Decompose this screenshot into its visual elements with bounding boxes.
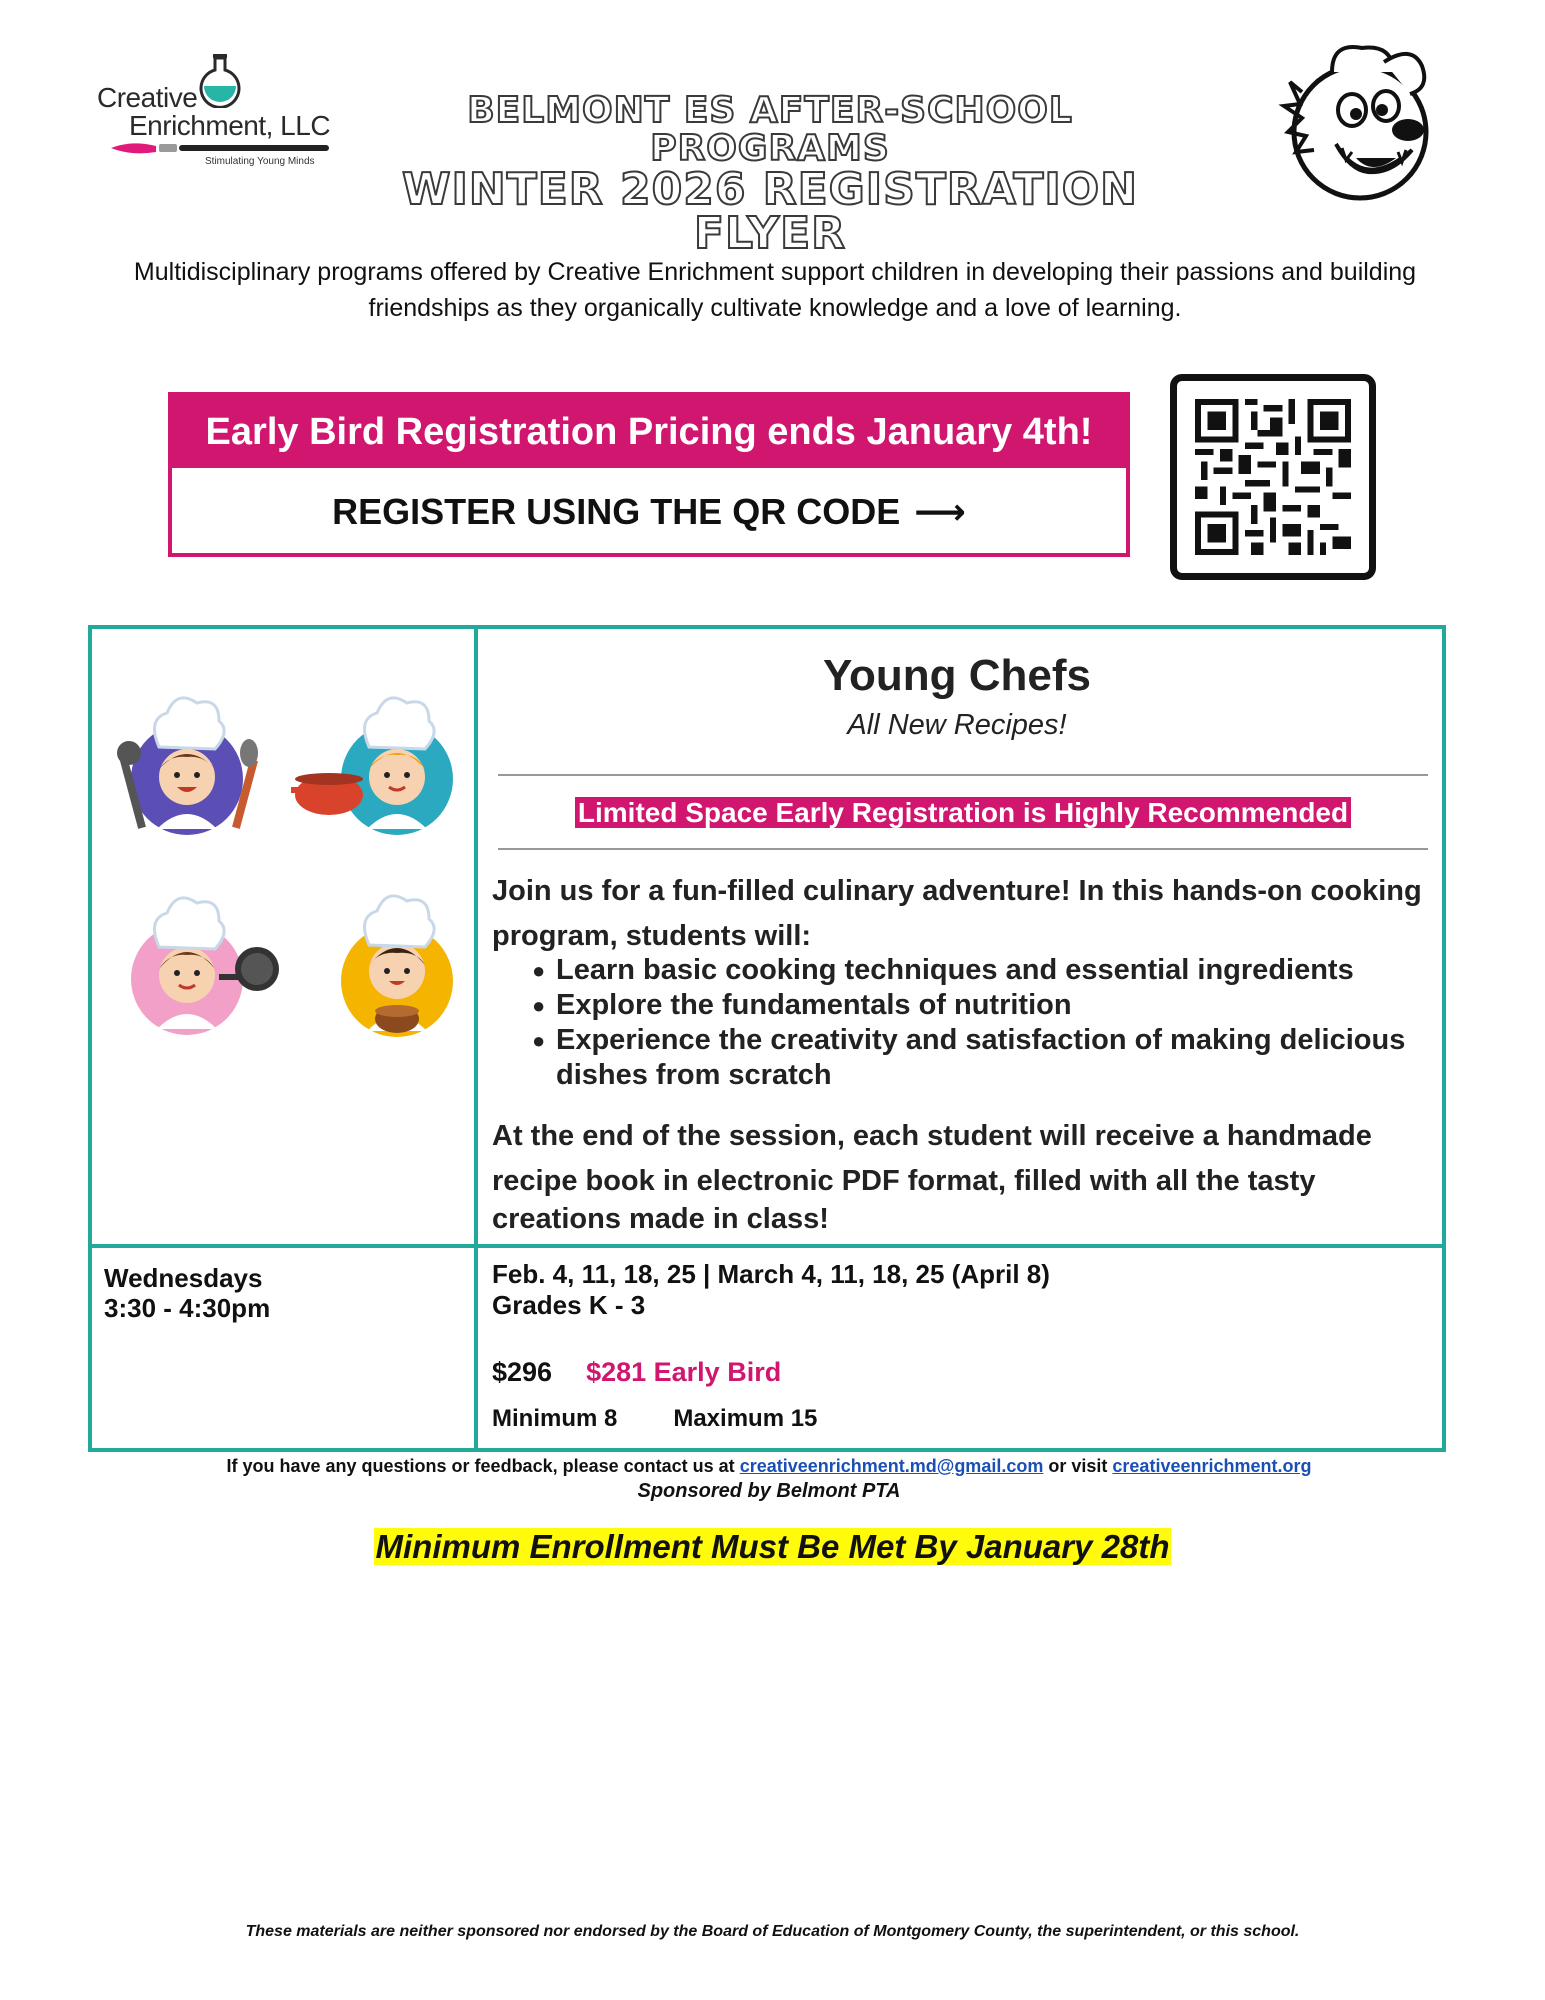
limited-space-notice	[492, 795, 1434, 831]
email-link[interactable]: creativeenrichment.md@gmail.com	[739, 1456, 1044, 1476]
schedule-day	[104, 1263, 270, 1323]
qr-code-icon	[1195, 399, 1351, 555]
divider	[498, 848, 1428, 850]
grade-range: Grades K - 3	[492, 1290, 646, 1320]
course-closing-end: creations made in class!	[492, 1203, 829, 1235]
disclaimer: These materials are neither sponsored nor endorsed by the Board of Education of Montgomery County, the superintendent, or this school.	[245, 1923, 1300, 1940]
regular-price: $296	[492, 1357, 553, 1387]
course-closing	[492, 1114, 1442, 1234]
flyer-title-line2: WINTER 2026 REGISTRATION FLYER	[401, 164, 1139, 259]
limited-space-text: Limited Space Early Registration is Highly Recommended	[575, 797, 1351, 828]
course-title: Young Chefs	[822, 651, 1092, 700]
intro-paragraph: Multidisciplinary programs offered by Creative Enrichment support children in developing their passions and building friendships as they organically cultivate knowledge and a love of learning.	[133, 258, 1417, 322]
sponsor-line: Sponsored by Belmont PTA	[637, 1480, 901, 1502]
contact-prefix: If you have any questions or feedback, please contact us at	[226, 1456, 735, 1476]
chef-boy-cake-icon	[341, 896, 453, 1037]
register-cta-text: REGISTER USING THE QR CODE	[332, 491, 901, 532]
course-intro: Join us for a fun-filled culinary adventure! In this hands-on cooking program, students will:	[492, 875, 1422, 952]
early-bird-headline: Early Bird Registration Pricing ends January 4th!	[172, 396, 1126, 468]
enrollment-deadline	[0, 1528, 1545, 1566]
course-closing-text: At the end of the session, each student will receive a handmade recipe book in electronic PDF format, filled with all the tasty	[492, 1120, 1372, 1197]
list-item: ● Experience the creativity and satisfaction of making delicious dishes from scratch	[532, 1023, 1432, 1093]
contact-mid: or visit	[1048, 1456, 1108, 1476]
early-bird-banner	[168, 392, 1130, 557]
logo-text-line1: Creative	[97, 82, 198, 113]
list-item: ● Learn basic cooking techniques and essential ingredients	[532, 953, 1432, 988]
contact-line	[90, 1456, 1448, 1477]
logo-tagline: Stimulating Young Minds	[205, 156, 315, 167]
logo-text-line2: Enrichment, LLC	[129, 110, 331, 141]
program-card	[88, 625, 1446, 1452]
paintbrush-icon	[111, 140, 331, 156]
flask-icon	[198, 52, 242, 108]
early-bird-price: $281 Early Bird	[586, 1357, 782, 1387]
course-bullets	[532, 953, 1432, 1093]
arrow-right-icon: ⟶	[914, 491, 966, 532]
registration-qr-code[interactable]	[1170, 374, 1376, 580]
enrollment-limits	[492, 1405, 817, 1433]
enrollment-deadline-text: Minimum Enrollment Must Be Met By January 28th	[375, 1528, 1170, 1565]
schedule-weekday: Wednesdays	[104, 1263, 263, 1293]
divider	[498, 774, 1428, 776]
chef-girl-pot-icon	[291, 698, 453, 835]
company-logo	[95, 52, 335, 172]
register-cta	[172, 468, 1126, 553]
flyer-title-line1: BELMONT ES AFTER-SCHOOL PROGRAMS	[467, 90, 1073, 169]
website-link[interactable]: creativeenrichment.org	[1112, 1456, 1312, 1476]
pricing	[492, 1357, 781, 1388]
column-divider	[474, 629, 478, 1448]
session-details	[492, 1259, 1050, 1321]
schedule-time: 3:30 - 4:30pm	[104, 1293, 271, 1323]
flyer-title	[350, 90, 1190, 259]
young-chefs-illustration	[107, 669, 462, 1069]
chef-boy-icon	[117, 698, 258, 835]
list-item: ● Explore the fundamentals of nutrition	[532, 988, 1432, 1023]
course-subtitle: All New Recipes!	[847, 709, 1067, 741]
row-divider	[92, 1244, 1442, 1248]
maximum-enrollment: Maximum 15	[673, 1405, 818, 1432]
chef-girl-pan-icon	[131, 898, 279, 1035]
minimum-enrollment: Minimum 8	[492, 1405, 618, 1432]
bulldog-mascot-icon	[1272, 32, 1452, 212]
session-dates: Feb. 4, 11, 18, 25 | March 4, 11, 18, 25 (April 8)	[492, 1259, 1050, 1289]
